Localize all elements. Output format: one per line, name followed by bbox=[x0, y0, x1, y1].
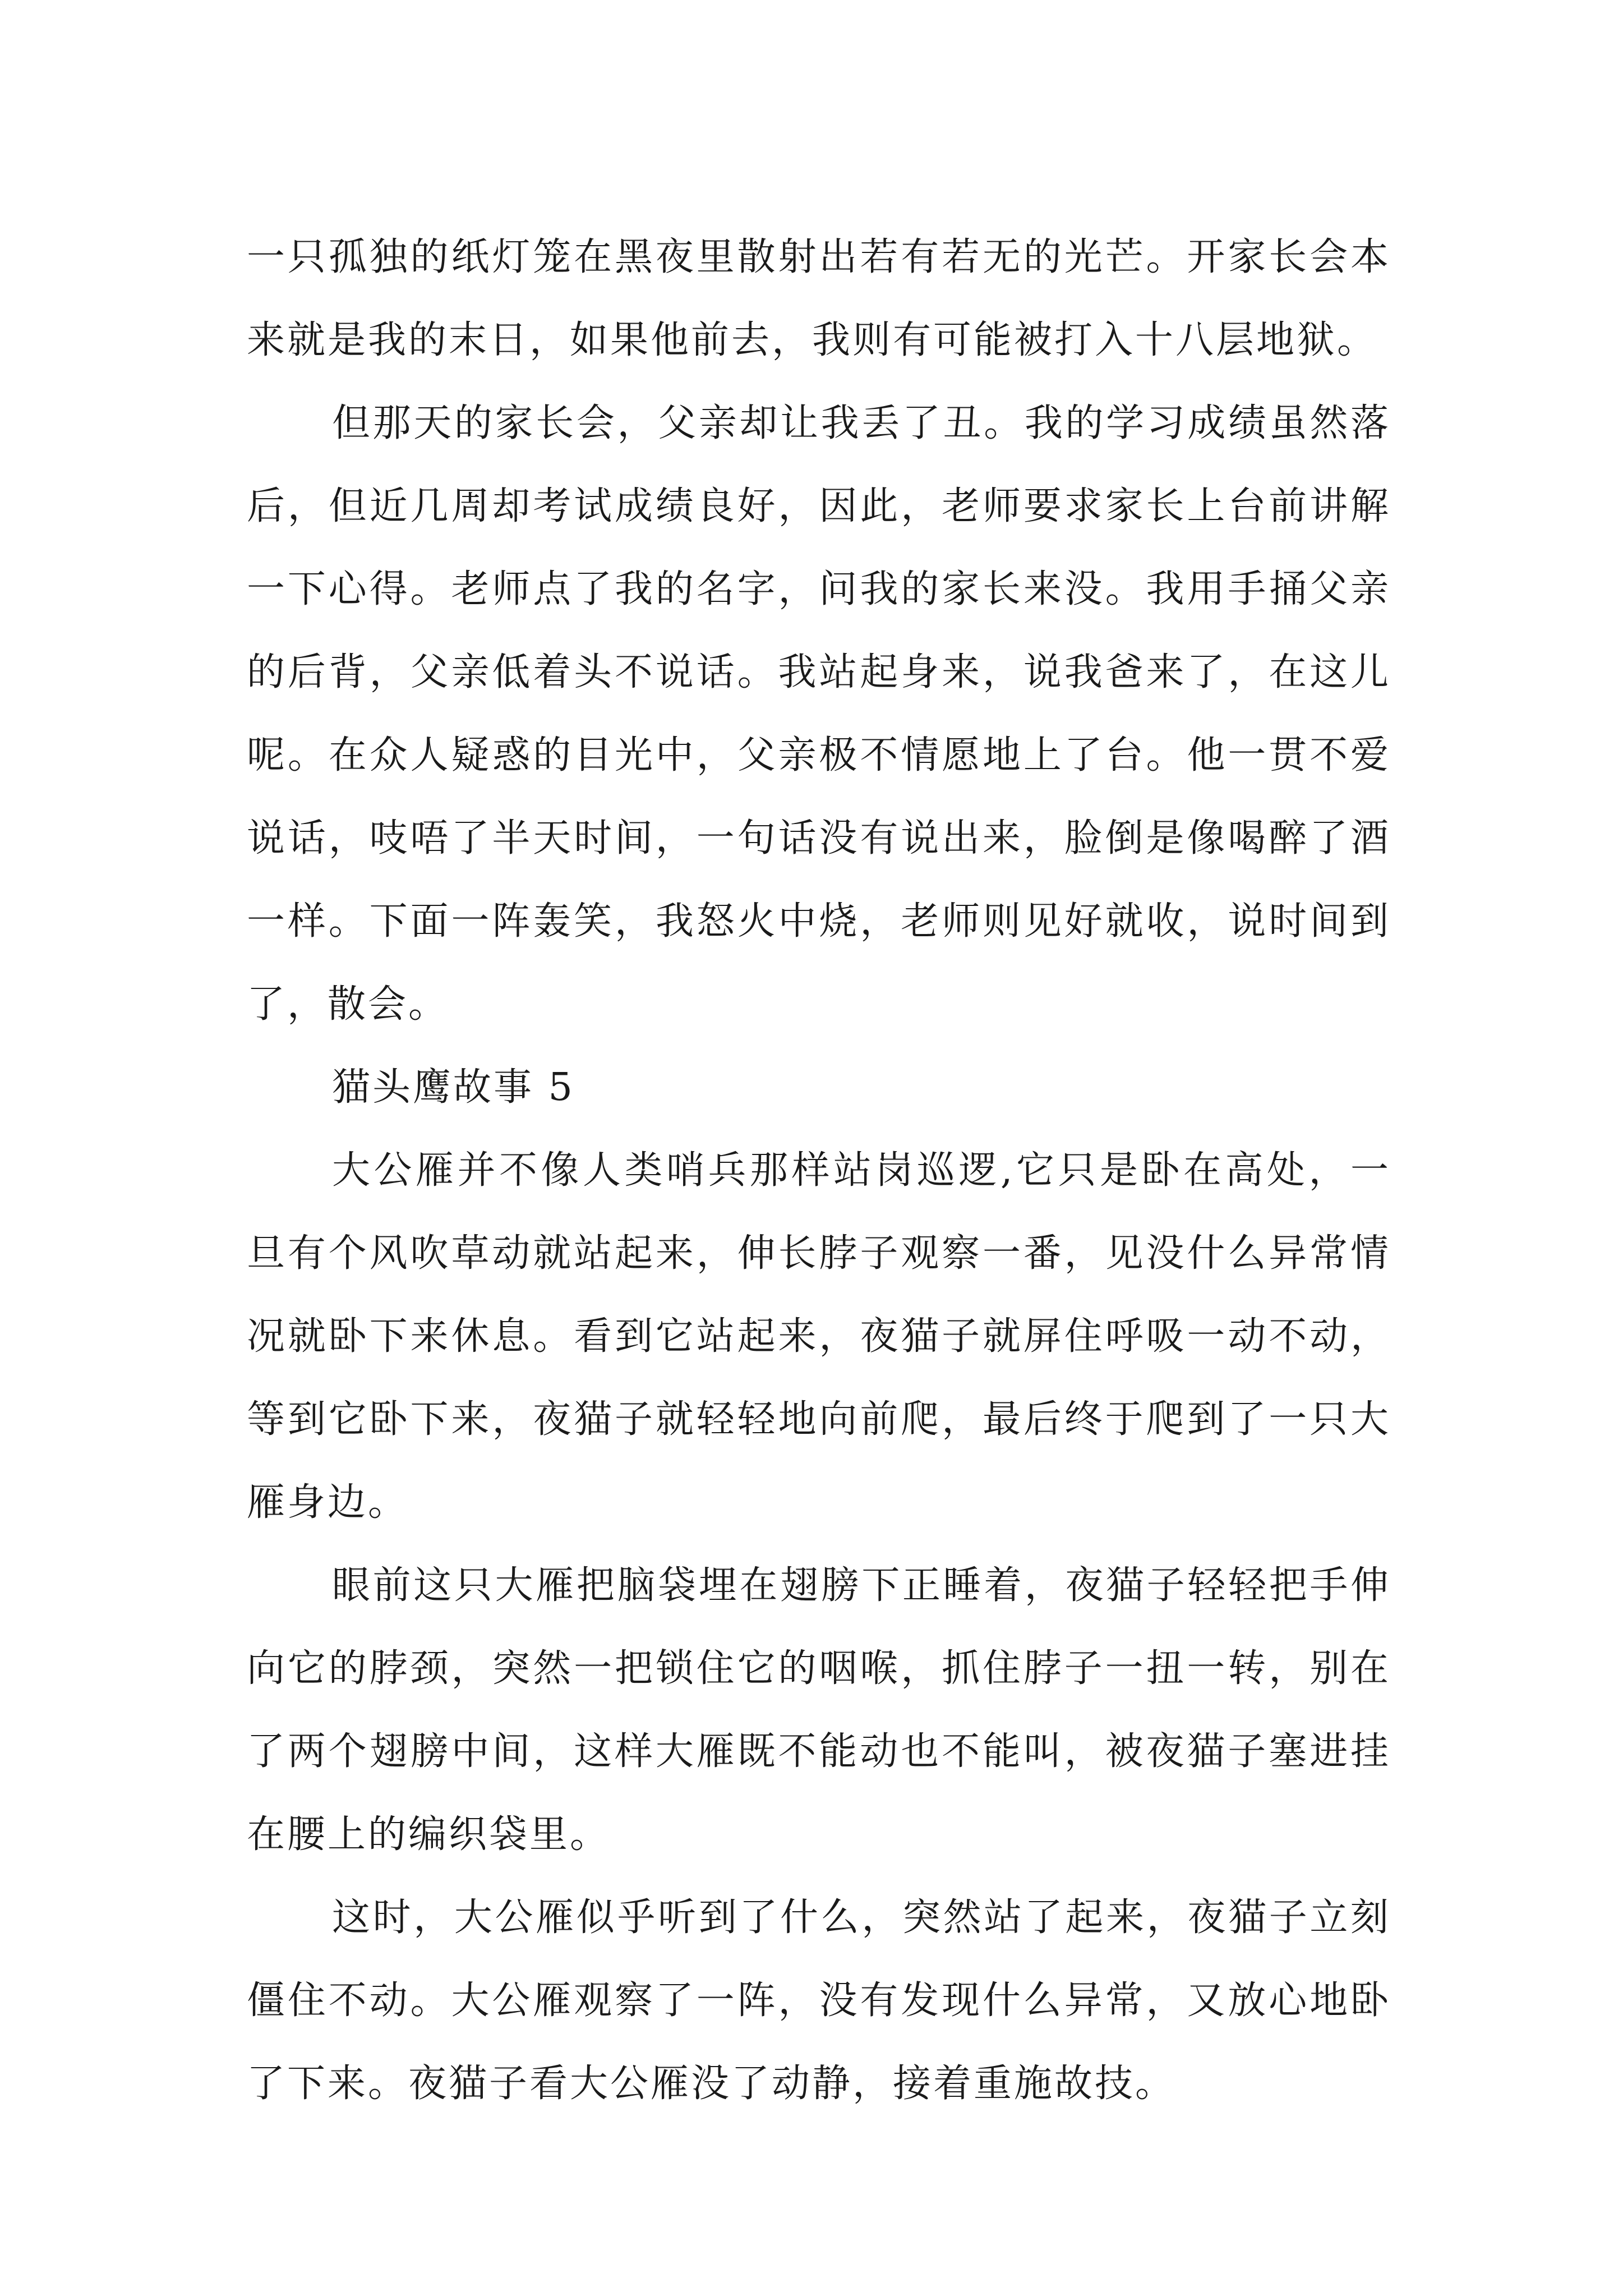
section-paragraph-3: 这时，大公雁似乎听到了什么，突然站了起来，夜猫子立刻僵住不动。大公雁观察了一阵，没有发现什么异常，又放心地卧了下来。夜猫子看大公雁没了动静，接着重施故技。 bbox=[247, 1895, 1391, 2106]
section-paragraph-2: 眼前这只大雁把脑袋埋在翅膀下正睡着，夜猫子轻轻把手伸向它的脖颈，突然一把锁住它的咽喉，抓住脖子一扭一转，别在了两个翅膀中间，这样大雁既不能动也不能叫，被夜猫子塞进挂在腰上的编织袋里。 bbox=[247, 1563, 1391, 1857]
document-body bbox=[247, 216, 1391, 2125]
paragraph-1: 一只孤独的纸灯笼在黑夜里散射出若有若无的光芒。开家长会本来就是我的末日，如果他前去，我则有可能被打入十八层地狱。 bbox=[247, 235, 1391, 362]
section-paragraph-1: 大公雁并不像人类哨兵那样站岗巡逻,它只是卧在高处，一旦有个风吹草动就站起来，伸长脖子观察一番，见没什么异常情况就卧下来休息。看到它站起来，夜猫子就屏住呼吸一动不动，等到它卧下来，夜猫子就轻轻地向前爬，最后终于爬到了一只大雁身边。 bbox=[247, 1148, 1391, 1525]
paragraph-2: 但那天的家长会，父亲却让我丢了丑。我的学习成绩虽然落后，但近几周却考试成绩良好，因此，老师要求家长上台前讲解一下心得。老师点了我的名字，问我的家长来没。我用手捅父亲的后背，父亲低着头不说话。我站起身来，说我爸来了，在这儿呢。在众人疑惑的目光中，父亲极不情愿地上了台。他一贯不爱说话，吱唔了半天时间，一句话没有说出来，脸倒是像喝醉了酒一样。下面一阵轰笑，我怒火中烧，老师则见好就收，说时间到了，散会。 bbox=[247, 401, 1391, 1027]
section-title: 猫头鹰故事 5 bbox=[332, 1065, 575, 1110]
